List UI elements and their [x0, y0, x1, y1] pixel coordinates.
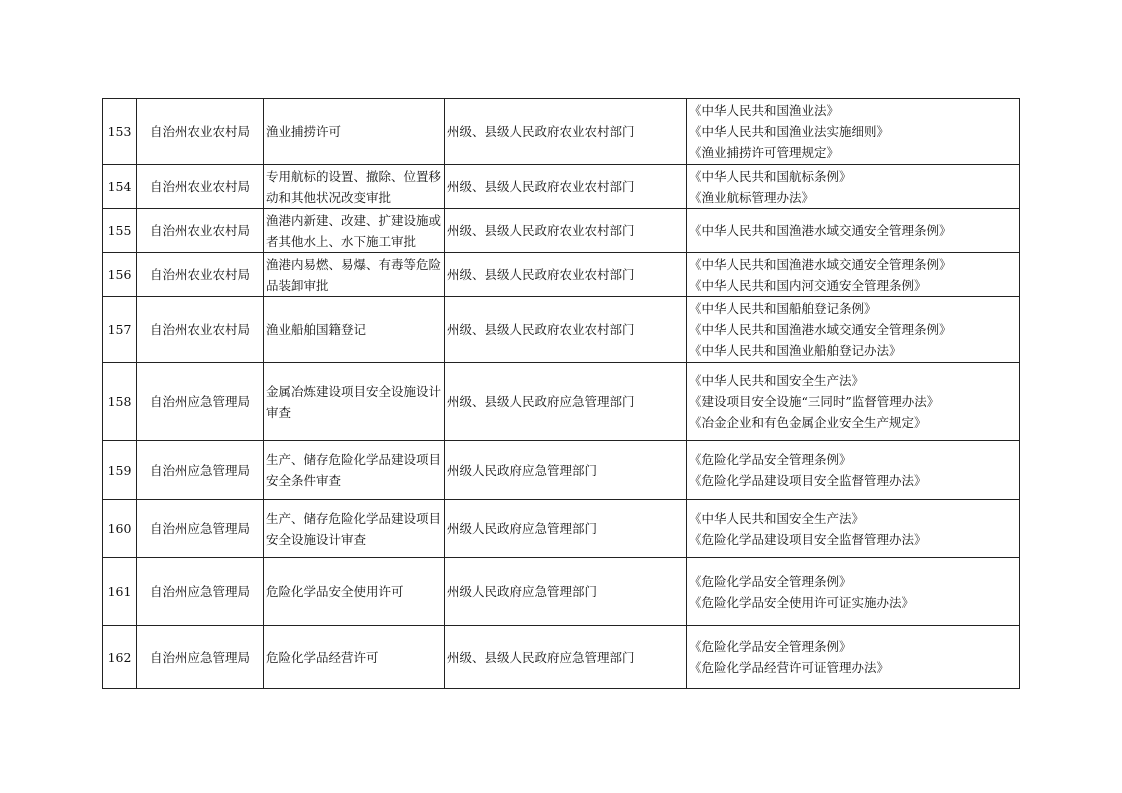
- implementing-level-cell: 州级、县级人民政府农业农村部门: [445, 99, 687, 165]
- legal-basis-item: 《危险化学品安全管理条例》: [689, 573, 852, 589]
- department-cell: 自治州应急管理局: [137, 363, 264, 441]
- department-cell: 自治州农业农村局: [137, 253, 264, 297]
- implementing-level-cell: 州级人民政府应急管理部门: [445, 441, 687, 500]
- legal-basis-item: 《中华人民共和国航标条例》: [689, 168, 852, 184]
- legal-basis-cell: [687, 209, 1020, 253]
- table-row: [103, 363, 1020, 441]
- implementing-level-cell: 州级、县级人民政府应急管理部门: [445, 626, 687, 689]
- table-row: [103, 626, 1020, 689]
- legal-basis-item: 《中华人民共和国渔业法实施细则》: [689, 124, 890, 139]
- row-number-cell: 156: [103, 253, 137, 297]
- legal-basis-cell: [687, 165, 1020, 209]
- implementing-level-cell: 州级、县级人民政府农业农村部门: [445, 165, 687, 209]
- row-number-cell: 154: [103, 165, 137, 209]
- department-cell: 自治州应急管理局: [137, 558, 264, 626]
- row-number-cell: 159: [103, 441, 137, 500]
- department-cell: 自治州应急管理局: [137, 626, 264, 689]
- department-cell: 自治州农业农村局: [137, 165, 264, 209]
- legal-basis-item: 《危险化学品安全管理条例》: [689, 452, 852, 467]
- table-row: [103, 441, 1020, 500]
- approval-item-cell: 金属冶炼建设项目安全设施设计审查: [264, 363, 445, 441]
- implementing-level-cell: 州级、县级人民政府应急管理部门: [445, 363, 687, 441]
- approval-item-cell: 渔港内新建、改建、扩建设施或者其他水上、水下施工审批: [264, 209, 445, 253]
- row-number-cell: 162: [103, 626, 137, 689]
- approval-item-cell: 危险化学品安全使用许可: [264, 558, 445, 626]
- approval-item-cell: 渔业船舶国籍登记: [264, 297, 445, 363]
- table-row: [103, 253, 1020, 297]
- table-row: [103, 558, 1020, 626]
- approval-item-cell: 渔业捕捞许可: [264, 99, 445, 165]
- legal-basis-cell: [687, 441, 1020, 500]
- legal-basis-cell: [687, 253, 1020, 297]
- table-row: [103, 209, 1020, 253]
- table-row: [103, 297, 1020, 363]
- implementing-level-cell: 州级、县级人民政府农业农村部门: [445, 253, 687, 297]
- approval-item-cell: 专用航标的设置、撤除、位置移动和其他状况改变审批: [264, 165, 445, 209]
- approval-item-cell: 生产、储存危险化学品建设项目安全设施设计审查: [264, 500, 445, 558]
- legal-basis-item: 《危险化学品经营许可证管理办法》: [689, 660, 890, 675]
- implementing-level-cell: 州级人民政府应急管理部门: [445, 500, 687, 558]
- legal-basis-item: 《渔业航标管理办法》: [689, 189, 815, 205]
- department-cell: 自治州农业农村局: [137, 297, 264, 363]
- legal-basis-item: 《危险化学品安全管理条例》: [689, 639, 852, 654]
- department-cell: 自治州应急管理局: [137, 441, 264, 500]
- row-number-cell: 158: [103, 363, 137, 441]
- row-number-cell: 157: [103, 297, 137, 363]
- legal-basis-item: 《中华人民共和国内河交通安全管理条例》: [689, 277, 927, 293]
- table-row: [103, 165, 1020, 209]
- department-cell: 自治州应急管理局: [137, 500, 264, 558]
- approval-item-cell: 危险化学品经营许可: [264, 626, 445, 689]
- legal-basis-item: 《危险化学品安全使用许可证实施办法》: [689, 594, 915, 610]
- legal-basis-item: 《中华人民共和国渔业船舶登记办法》: [689, 343, 902, 358]
- implementing-level-cell: 州级人民政府应急管理部门: [445, 558, 687, 626]
- department-cell: 自治州农业农村局: [137, 99, 264, 165]
- legal-basis-cell: [687, 363, 1020, 441]
- legal-basis-item: 《建设项目安全设施“三同时”监督管理办法》: [689, 394, 940, 409]
- legal-basis-item: 《中华人民共和国船舶登记条例》: [689, 301, 877, 316]
- row-number-cell: 155: [103, 209, 137, 253]
- legal-basis-item: 《中华人民共和国渔港水域交通安全管理条例》: [689, 223, 952, 238]
- table-row: [103, 99, 1020, 165]
- row-number-cell: 160: [103, 500, 137, 558]
- legal-basis-item: 《中华人民共和国安全生产法》: [689, 373, 865, 388]
- legal-basis-item: 《中华人民共和国渔业法》: [689, 103, 840, 118]
- legal-basis-cell: [687, 626, 1020, 689]
- legal-basis-cell: [687, 500, 1020, 558]
- approval-item-cell: 渔港内易燃、易爆、有毒等危险品装卸审批: [264, 253, 445, 297]
- legal-basis-item: 《中华人民共和国渔港水域交通安全管理条例》: [689, 322, 952, 337]
- legal-basis-cell: [687, 297, 1020, 363]
- table-row: [103, 500, 1020, 558]
- legal-basis-cell: [687, 558, 1020, 626]
- legal-basis-item: 《冶金企业和有色金属企业安全生产规定》: [689, 415, 927, 430]
- approval-item-cell: 生产、储存危险化学品建设项目安全条件审查: [264, 441, 445, 500]
- legal-basis-item: 《中华人民共和国安全生产法》: [689, 510, 865, 526]
- department-cell: 自治州农业农村局: [137, 209, 264, 253]
- approval-items-table: [102, 98, 1020, 689]
- row-number-cell: 161: [103, 558, 137, 626]
- legal-basis-cell: [687, 99, 1020, 165]
- legal-basis-item: 《危险化学品建设项目安全监督管理办法》: [689, 473, 927, 488]
- implementing-level-cell: 州级、县级人民政府农业农村部门: [445, 209, 687, 253]
- row-number-cell: 153: [103, 99, 137, 165]
- legal-basis-item: 《危险化学品建设项目安全监督管理办法》: [689, 531, 927, 547]
- legal-basis-item: 《中华人民共和国渔港水域交通安全管理条例》: [689, 256, 952, 272]
- legal-basis-item: 《渔业捕捞许可管理规定》: [689, 145, 840, 160]
- implementing-level-cell: 州级、县级人民政府农业农村部门: [445, 297, 687, 363]
